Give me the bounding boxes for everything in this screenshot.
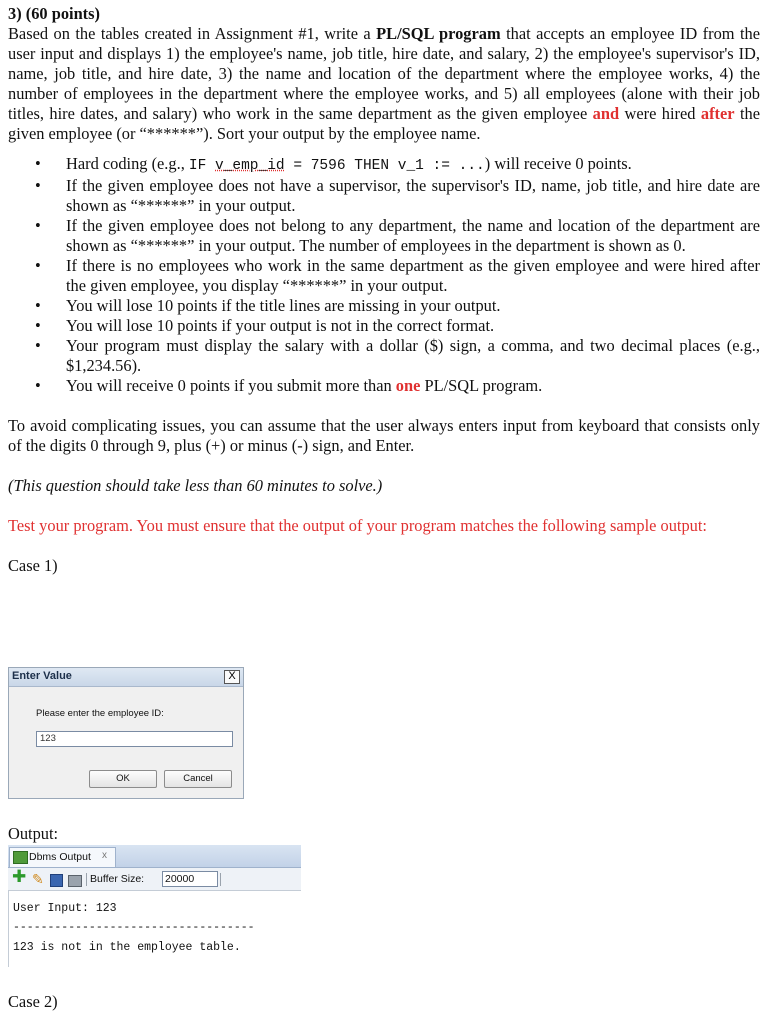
toolbar-separator xyxy=(86,873,87,886)
tab-label: Dbms Output xyxy=(29,851,91,863)
case-1-label: Case 1) xyxy=(8,556,58,575)
rule-5-text: You will lose 10 points if the title lines are missing in your output. xyxy=(66,296,501,315)
rule-hard-coding xyxy=(8,154,760,176)
cancel-button[interactable]: Cancel xyxy=(164,770,232,788)
tab-close-icon[interactable]: x xyxy=(102,850,107,861)
rule-4-text: If there is no employees who work in the same department as the given employee and were hired after the given employee, you display “******” in your output. xyxy=(66,256,760,295)
intro-bold-plsql: PL/SQL program xyxy=(376,24,501,43)
rule-salary-format xyxy=(8,336,760,376)
ok-button[interactable]: OK xyxy=(89,770,157,788)
bullet-dot: • xyxy=(35,336,41,355)
intro-text-4: the given employee (or “******”). Sort your output by the employee name. xyxy=(8,104,760,143)
bullet-dot: • xyxy=(35,176,41,195)
output-line-user-input: User Input: 123 xyxy=(13,902,117,915)
time-note: (This question should take less than 60 minutes to solve.) xyxy=(8,476,383,495)
rule-1-code-var: v_emp_id xyxy=(215,158,285,174)
print-icon[interactable] xyxy=(68,875,82,887)
rule-2-text: If the given employee does not have a supervisor, the supervisor's ID, name, job title, and hire date are shown as “******” in your output. xyxy=(66,176,760,215)
buffer-size-input[interactable]: 20000 xyxy=(162,871,218,887)
rule-no-employees-after xyxy=(8,256,760,296)
dialog-prompt: Please enter the employee ID: xyxy=(36,708,164,719)
rule-no-supervisor xyxy=(8,176,760,216)
rule-1-code-rest: = 7596 THEN v_1 := ... xyxy=(284,158,485,174)
output-line-result: 123 is not in the employee table. xyxy=(13,941,241,954)
dbms-output-panel xyxy=(8,845,301,967)
bullet-dot: • xyxy=(35,216,41,235)
rule-8-text-a: You will receive 0 points if you submit more than xyxy=(66,376,396,395)
rule-1-text-a: Hard coding (e.g., xyxy=(66,154,189,173)
bullet-dot: • xyxy=(35,256,41,275)
rule-title-lines xyxy=(8,296,760,316)
intro-text-3: were hired xyxy=(619,104,701,123)
bullet-dot: • xyxy=(35,376,41,395)
tab-dbms-output[interactable] xyxy=(9,847,116,867)
rule-1-text-b: ) will receive 0 points. xyxy=(484,154,632,173)
rule-8-one-emphasis: one xyxy=(395,376,421,395)
intro-after-emphasis: after xyxy=(700,104,735,123)
rule-6-text: You will lose 10 points if your output is not in the correct format. xyxy=(66,316,495,335)
add-icon[interactable]: ✚ xyxy=(12,867,27,886)
toolbar-separator xyxy=(220,873,221,886)
assumption-paragraph: To avoid complicating issues, you can assume that the user always enters input from keyboard that consists only of the digits 0 through 9, plus (+) or minus (-) sign, and Enter. xyxy=(8,416,760,455)
question-title: 3) (60 points) xyxy=(8,4,100,23)
rule-1-code-if: IF xyxy=(188,158,215,174)
buffer-size-label: Buffer Size: xyxy=(90,873,145,885)
save-icon[interactable] xyxy=(50,874,63,887)
output-line-separator: ----------------------------------- xyxy=(13,921,255,934)
rule-correct-format xyxy=(8,316,760,336)
rule-8-text-b: PL/SQL program. xyxy=(420,376,543,395)
rule-3-text: If the given employee does not belong to any department, the name and location of the department are shown as “******” in your output. The number of employees in the department is shown as 0. xyxy=(66,216,760,255)
dialog-title: Enter Value xyxy=(12,670,72,682)
intro-text-2: that accepts an employee ID from the user input and displays 1) the employee's name, job title, hire date, and salary, 2) the employee's supervisor's ID, name, job title, and hire date, 3) the name and location of the department where the employee works, 4) the number of employees in the department where the employee works, and 5) all employees (alone with their job titles, hire dates, and salary) who work in the same department as the given employee xyxy=(8,24,760,123)
rule-7-text: Your program must display the salary with a dollar ($) sign, a comma, and two decimal places (e.g., $1,234.56). xyxy=(66,336,760,375)
dialog-title-bar xyxy=(9,668,243,687)
enter-value-dialog xyxy=(8,667,244,799)
panel-toolbar xyxy=(8,868,301,891)
intro-text-1: Based on the tables created in Assignment #1, write a xyxy=(8,24,377,43)
output-text-area[interactable] xyxy=(8,891,302,967)
rule-no-department xyxy=(8,216,760,256)
rules-list xyxy=(8,154,760,396)
pencil-icon[interactable]: ✎ xyxy=(32,871,44,887)
question-intro xyxy=(8,24,760,144)
output-label: Output: xyxy=(8,824,59,843)
panel-tab-bar xyxy=(8,845,301,868)
test-note: Test your program. You must ensure that the output of your program matches the following sample output: xyxy=(8,516,707,535)
case-2-label: Case 2) xyxy=(8,992,58,1011)
bullet-dot: • xyxy=(35,154,41,173)
bullet-dot: • xyxy=(35,296,41,315)
bullet-dot: • xyxy=(35,316,41,335)
employee-id-input[interactable]: 123 xyxy=(36,731,233,747)
close-icon[interactable]: X xyxy=(224,670,240,684)
rule-one-program xyxy=(8,376,760,396)
intro-and-emphasis: and xyxy=(592,104,620,123)
assignment-document xyxy=(8,4,760,576)
dbms-output-icon xyxy=(13,851,28,864)
